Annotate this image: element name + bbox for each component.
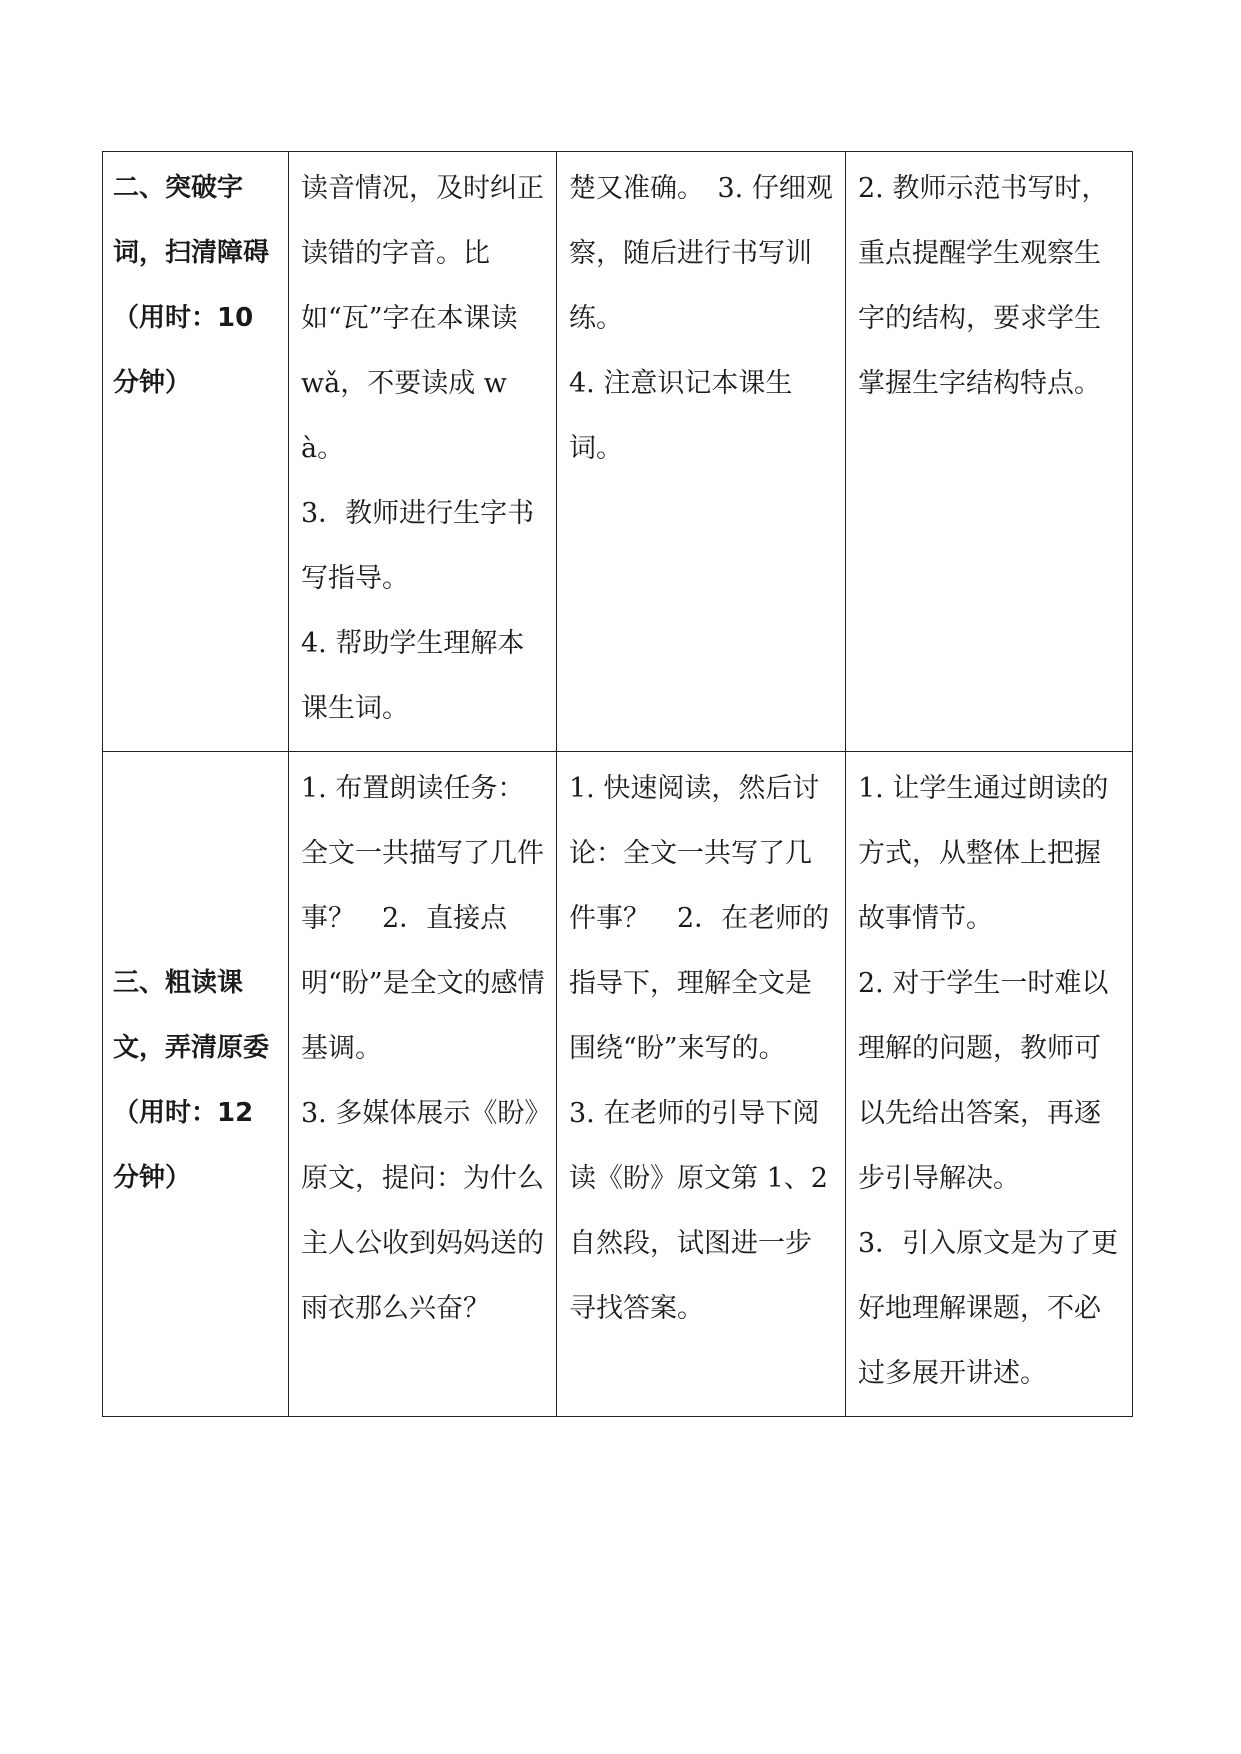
stage-title: 三、粗读课文，弄清原委（用时：12 分钟） bbox=[113, 968, 270, 1193]
student-activity-item: 1. 快速阅读，然后讨论：全文一共写了几件事？ 2．在老师的指导下，理解全文是围绕“盼”来写的。 bbox=[569, 773, 830, 1064]
teacher-activity-item: 3．教师进行生字书写指导。 bbox=[301, 498, 535, 594]
design-intent-cell bbox=[846, 152, 1133, 752]
stage-title: 二、突破字词，扫清障碍（用时：10 分钟） bbox=[113, 173, 270, 398]
design-intent-item: 2. 对于学生一时难以理解的问题，教师可以先给出答案，再逐步引导解决。 bbox=[858, 968, 1109, 1194]
teacher-activity-item: 4. 帮助学生理解本课生词。 bbox=[301, 628, 525, 724]
student-activity-cell bbox=[557, 752, 846, 1417]
stage-cell bbox=[103, 152, 289, 752]
teacher-activity-cell bbox=[289, 152, 557, 752]
teacher-activity-item: 3. 多媒体展示《盼》原文，提问：为什么主人公收到妈妈送的雨衣那么兴奋？ bbox=[301, 1098, 544, 1324]
lesson-plan-table bbox=[102, 151, 1133, 1417]
teacher-activity-item: 读音情况，及时纠正读错的字音。比如“瓦”字在本课读 wǎ，不要读成 wà。 bbox=[301, 173, 544, 464]
teacher-activity-item: 1. 布置朗读任务：全文一共描写了几件事？ 2．直接点明“盼”是全文的感情基调。 bbox=[301, 773, 545, 1064]
design-intent-cell bbox=[846, 752, 1133, 1417]
stage-cell bbox=[103, 752, 289, 1417]
student-activity-item: 楚又准确。 3. 仔细观察，随后进行书写训练。 bbox=[569, 173, 833, 334]
design-intent-item: 3．引入原文是为了更好地理解课题，不必过多展开讲述。 bbox=[858, 1228, 1119, 1389]
student-activity-item: 3. 在老师的引导下阅读《盼》原文第 1、2 自然段，试图进一步寻找答案。 bbox=[569, 1098, 828, 1324]
student-activity-item: 4. 注意识记本课生词。 bbox=[569, 368, 793, 464]
table-row bbox=[103, 752, 1133, 1417]
student-activity-cell bbox=[557, 152, 846, 752]
teacher-activity-cell bbox=[289, 752, 557, 1417]
table-row bbox=[103, 152, 1133, 752]
design-intent-item: 2. 教师示范书写时，重点提醒学生观察生字的结构，要求学生掌握生字结构特点。 bbox=[858, 173, 1109, 399]
design-intent-item: 1. 让学生通过朗读的方式，从整体上把握故事情节。 bbox=[858, 773, 1109, 934]
